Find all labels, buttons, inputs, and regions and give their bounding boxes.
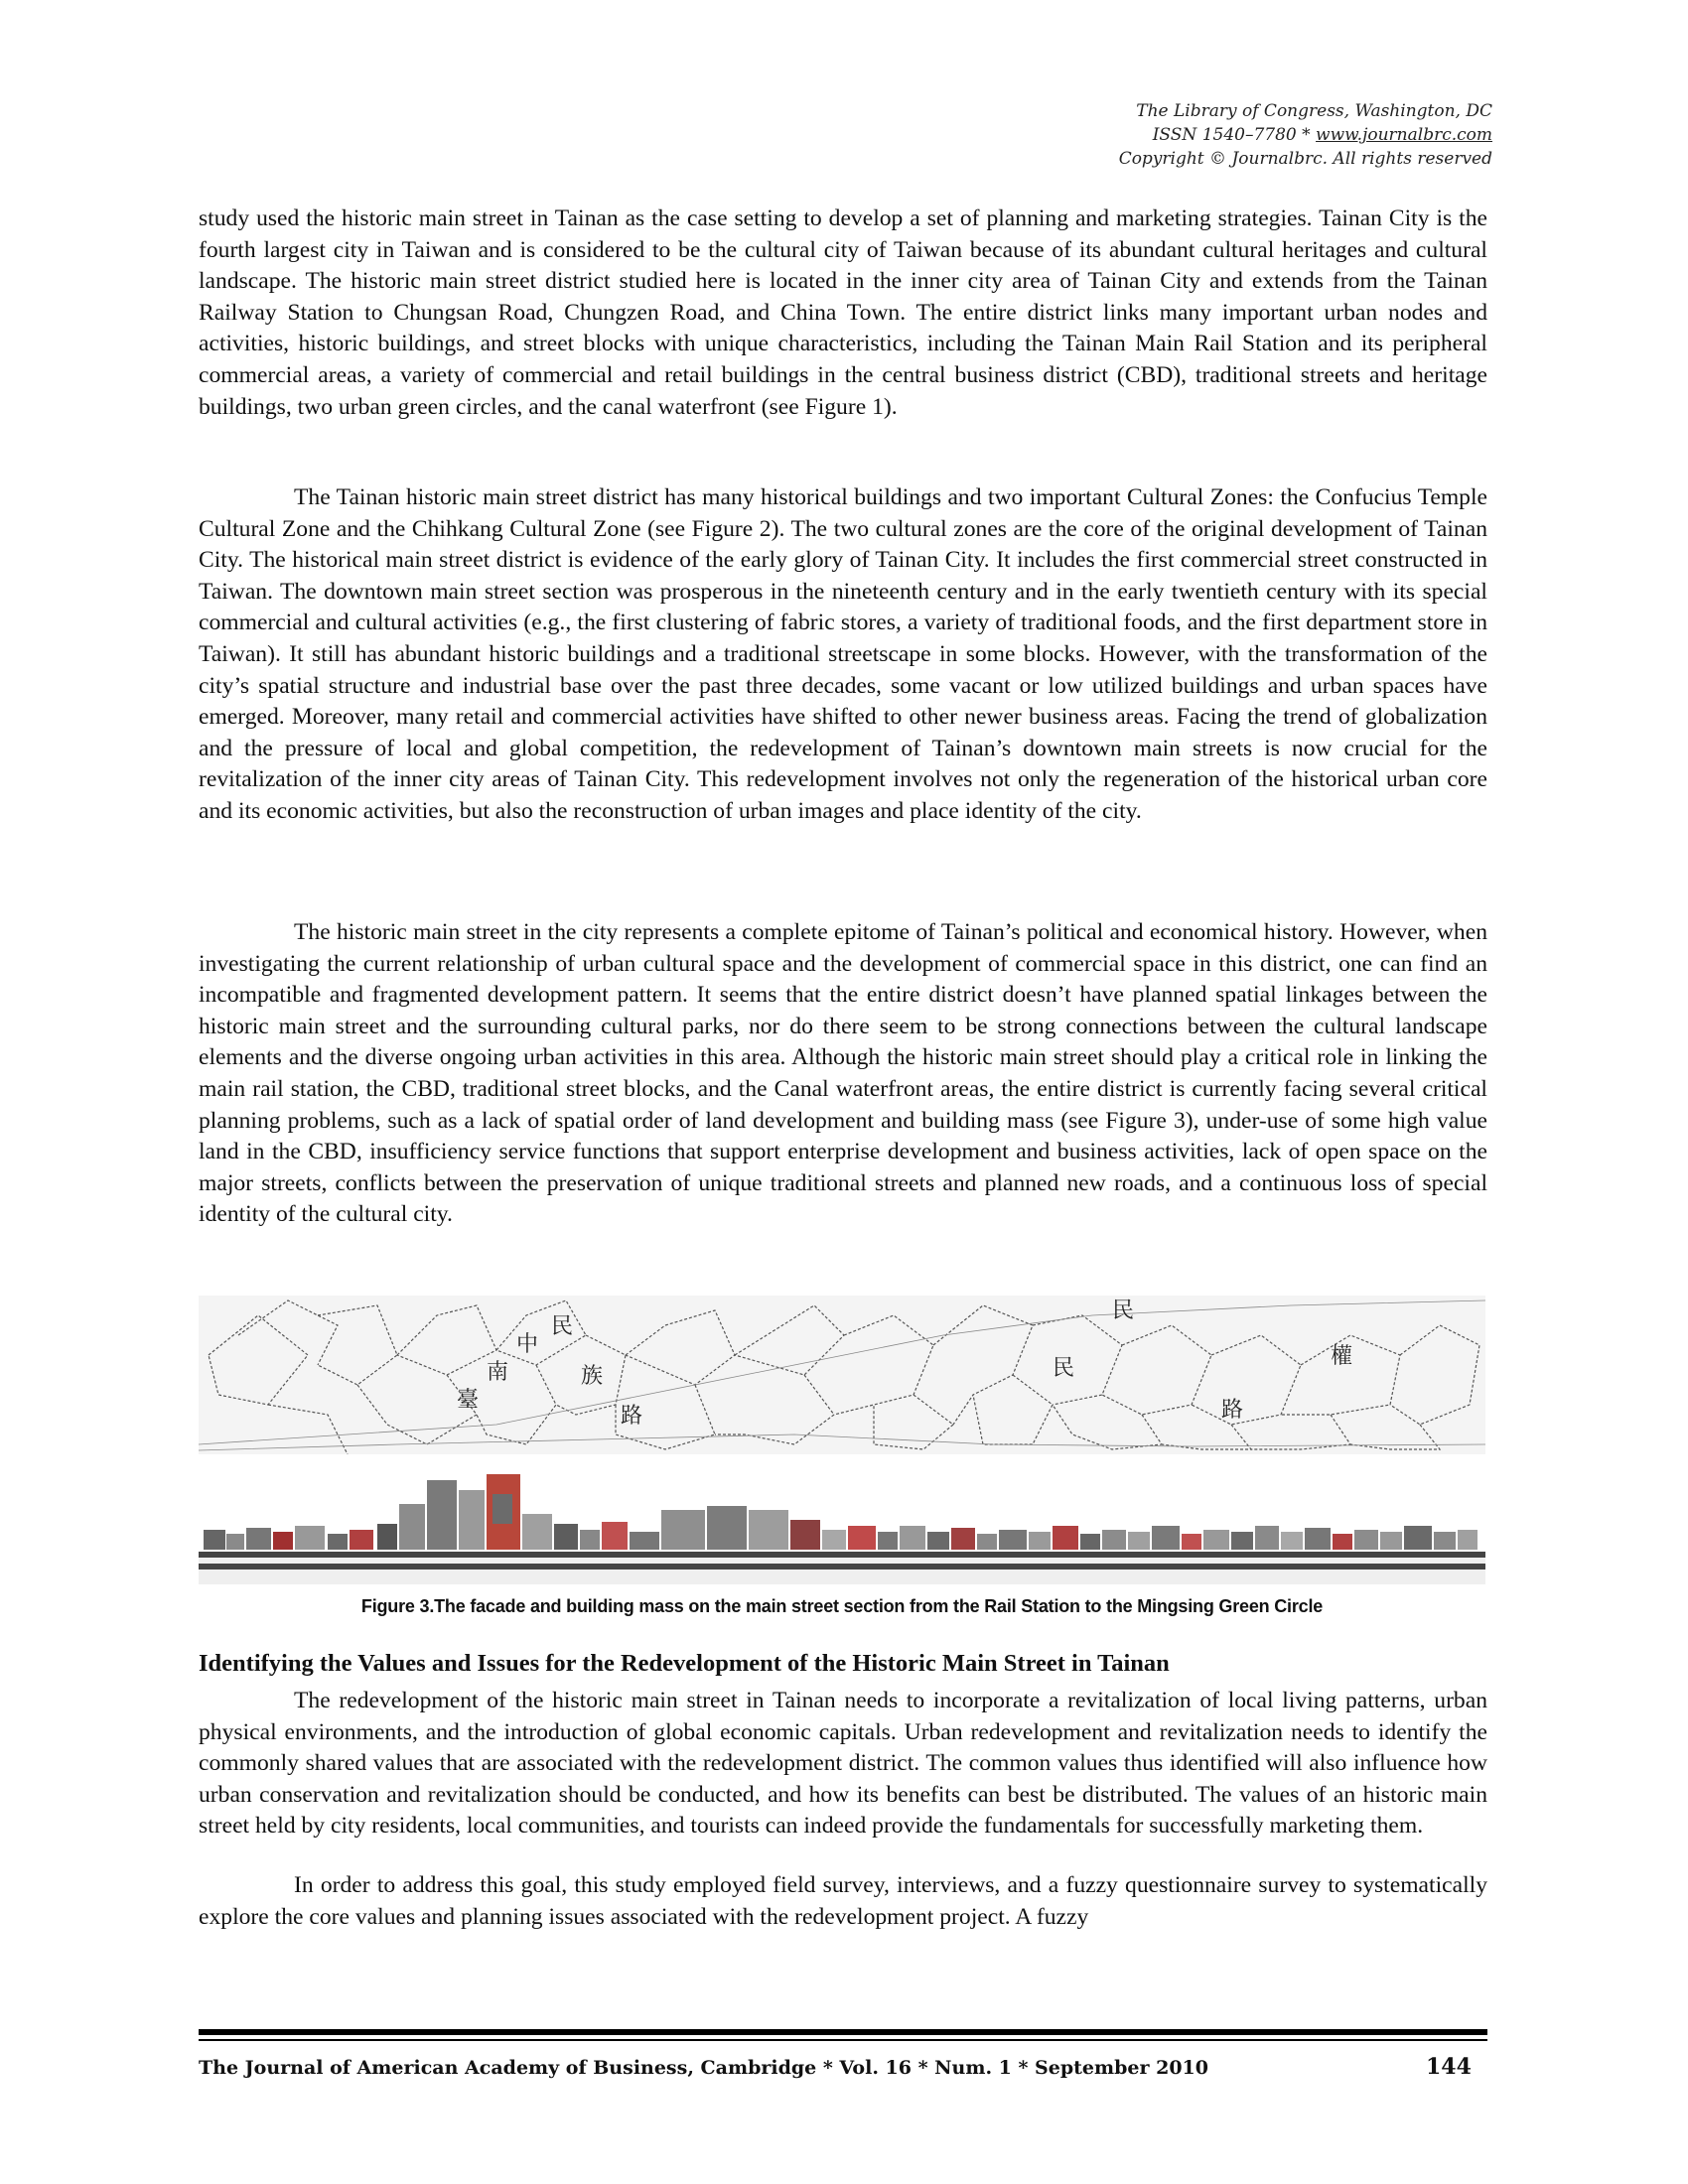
paragraph-text: The redevelopment of the historic main street in Tainan needs to incorporate a revitalization of local living patterns, urban physical environments, and the introduction of global economic capitals. Urban redevelopment and revitalization needs to identify the commonly shared values that are associated with the redevelopment district. The common values thus identified will also influence how urban conservation and revitalization should be conducted, and how its benefits can best be distributed. The values of an historic main street held by city residents, local communities, and tourists can indeed provide the fundamentals for successfully marketing them. (199, 1688, 1487, 1840)
map-label: 中 (516, 1332, 539, 1357)
journal-website-link[interactable]: www.journalbrc.com (1316, 125, 1492, 145)
paragraph-text: The historic main street in the city represents a complete epitome of Tainan’s political and economical history. However, when investigating the current relationship of urban cultural space and the development of commercial space in this district, one can find an incompatible and fragmented development pattern. It seems that the entire district doesn’t have planned spatial linkages between the historic main street and the surrounding cultural parks, nor do there seem to be strong connections between the cultural landscape elements and the diverse ongoing urban activities in this area. Although the historic main street should play a critical role in linking the main rail station, the CBD, traditional street blocks, and the Canal waterfront areas, the entire district is currently facing several critical planning problems, such as a lack of spatial order of land development and building mass (see Figure 3), under-use of some high value land in the CBD, insufficiency service functions that support enterprise development and business activities, lack of open space on the major streets, conflicts between the preservation of unique traditional streets and planned new roads, and a continuous loss of special identity of the cultural city. (199, 919, 1487, 1228)
paragraph-text: In order to address this goal, this study employed field survey, interviews, and a fuzzy questionnaire survey to systematically explore the core values and planning issues associated with the redevelopment project. A fuzzy (199, 1872, 1487, 1930)
journal-header (797, 99, 1492, 171)
header-copyright-line: Copyright © Journalbrc. All rights reserved (1118, 149, 1492, 169)
map-label: 臺 (457, 1388, 480, 1413)
figure-3-streetscape (199, 1296, 1485, 1584)
footer-journal-citation: The Journal of American Academy of Business, Cambridge * Vol. 16 * Num. 1 * September 2010 (199, 2057, 1209, 2079)
streetscape-illustration (199, 1296, 1485, 1584)
footer-rule-thin (199, 2039, 1487, 2041)
header-library-line: The Library of Congress, Washington, DC (1136, 101, 1492, 121)
body-paragraph-5 (199, 1870, 1487, 1933)
figure-caption: Figure 3.The facade and building mass on the main street section from the Rail Station to the Mingsing Green Circle (360, 1596, 1324, 1616)
body-paragraph-2 (199, 482, 1487, 828)
paragraph-text: The Tainan historic main street district has many historical buildings and two important Cultural Zones: the Confucius Temple Cultural Zone and the Chihkang Cultural Zone (see Figure 2). The two cultural zones are the core of the original development of Tainan City. The historical main street district is evidence of the early glory of Tainan City. It includes the first commercial street constructed in Taiwan. The downtown main street section was prosperous in the nineteenth century and in the early twentieth century with its special commercial and cultural activities (e.g., the first clustering of fabric stores, a variety of traditional foods, and the first department store in Taiwan). It still has abundant historic buildings and a traditional streetscape in some blocks. However, with the transformation of the city’s spatial structure and industrial base over the past three decades, some vacant or low utilized buildings and urban spaces have emerged. Moreover, many retail and commercial activities have shifted to other newer business areas. Facing the trend of globalization and the pressure of local and global competition, the redevelopment of Tainan’s downtown main streets is now crucial for the revitalization of the inner city areas of Tainan City. This redevelopment involves not only the regeneration of the historical urban core and its economic activities, but also the reconstruction of urban images and place identity of the city. (199, 484, 1487, 824)
map-label: 路 (1221, 1398, 1244, 1423)
footer-rule (199, 2029, 1487, 2035)
map-background (199, 1296, 1485, 1454)
building-facades (199, 1454, 1485, 1554)
paragraph-text: study used the historic main street in Tainan as the case setting to develop a set of planning and marketing strategies. Tainan City is the fourth largest city in Taiwan and is considered to be the cultural city of Taiwan because of its abundant cultural heritages and cultural landscape. The historic main street district studied here is located in the inner city area of Tainan City and extends from the Tainan Railway Station to Chungsan Road, Chungzen Road, and China Town. The entire district links many important urban nodes and activities, historic buildings, and street blocks with unique characteristics, including the Tainan Main Rail Station and its peripheral commercial areas, a variety of commercial and retail buildings in the central business district (CBD), traditional streets and heritage buildings, two urban green circles, and the canal waterfront (see Figure 1). (199, 205, 1487, 420)
body-paragraph-4 (199, 1686, 1487, 1843)
page-number: 144 (1426, 2054, 1472, 2080)
map-label: 族 (581, 1364, 604, 1389)
street-baseline (199, 1552, 1485, 1558)
section-heading: Identifying the Values and Issues for the Redevelopment of the Historic Main Street in Tainan (199, 1650, 1170, 1677)
body-paragraph-3 (199, 917, 1487, 1231)
header-issn: ISSN 1540–7780 * (1152, 125, 1317, 145)
map-label: 路 (621, 1404, 643, 1429)
body-paragraph-1 (199, 204, 1487, 423)
map-label: 民 (551, 1314, 574, 1339)
street-baseline-2 (199, 1564, 1485, 1570)
map-label: 南 (487, 1360, 509, 1385)
map-label: 權 (1331, 1344, 1353, 1369)
map-label: 民 (1112, 1298, 1135, 1323)
header-issn-line (797, 123, 1492, 147)
map-label: 民 (1053, 1356, 1075, 1381)
